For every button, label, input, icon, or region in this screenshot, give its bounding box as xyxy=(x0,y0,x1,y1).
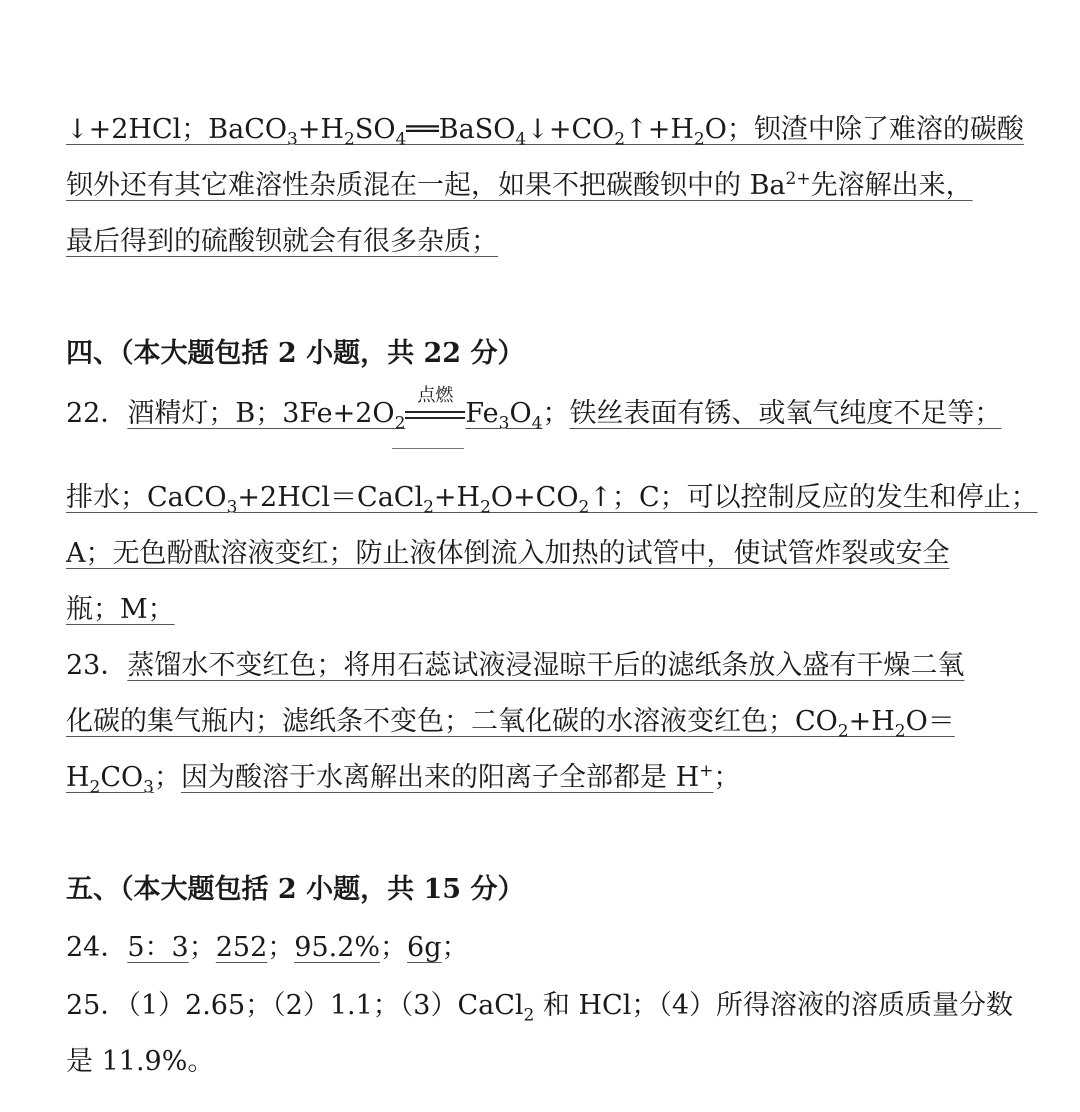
q25-line-2 xyxy=(66,1042,1018,1082)
separator: ； xyxy=(542,398,570,429)
answer-text: 钡外还有其它难溶性杂质混在一起，如果不把碳酸钡中的 $Ba^{2+}$先溶解出来， xyxy=(66,169,973,201)
sec3-line-2 xyxy=(66,166,1018,206)
separator: ； xyxy=(267,932,295,963)
answer-text: 可以控制反应的发生和停止； xyxy=(686,482,1038,513)
q22-line-2 xyxy=(66,478,1038,518)
separator: ； xyxy=(713,762,741,793)
answer-text: 二氧化碳的水溶液变红色； xyxy=(471,706,795,737)
formula-h2co3: $H_2CO_3$ xyxy=(66,762,154,798)
answer-text: B； xyxy=(235,398,283,429)
formula-caco3-hcl: $CaCO_3+2HCl=CaCl_2+H_2O+CO_2↑$； xyxy=(147,482,639,518)
answer-text: 钡渣中除了难溶的碳酸 xyxy=(753,114,1024,145)
q23-line-1 xyxy=(66,646,1018,686)
section-5-heading: 五、（本大题包括 2 小题，共 15 分） xyxy=(66,874,525,905)
answer-text: 排水； xyxy=(66,482,147,513)
formula-fe-combustion: $3Fe+2O_2$ xyxy=(282,398,406,434)
separator: ； xyxy=(441,932,469,963)
formula-fe3o4: $Fe_3O_4$ xyxy=(465,398,543,434)
answer-text: 化碳的集气瓶内； xyxy=(66,706,282,737)
formula-baco3-h2so4: $BaCO_3+H_2SO_4══BaSO_4↓+CO_2↑+H_2O$； xyxy=(208,114,754,150)
answer-text: 防止液体倒流入加热的试管中，使试管炸裂或安全 xyxy=(355,538,950,569)
question-number: 22． xyxy=(66,398,128,429)
answer-text: 最后得到的硫酸钡就会有很多杂质； xyxy=(66,226,498,257)
question-number: 24． xyxy=(66,932,128,963)
answer-text: 瓶； xyxy=(66,594,120,625)
question-number: 23． xyxy=(66,650,128,681)
answer-text: 25．（1）2.65；（2）1.1；（3）CaCl$_2$ 和 HCl；（4）所得溶液的溶质质量分数 xyxy=(66,990,1014,1026)
q25-line-1 xyxy=(66,986,1018,1026)
separator: ； xyxy=(188,932,216,963)
formula-co2-h2o: $CO_2+H_2O=$ xyxy=(795,706,955,742)
answer-text: 酒精灯； xyxy=(127,398,236,429)
q22-line-1 xyxy=(66,385,1018,434)
q24-line xyxy=(66,928,1018,968)
answer-text: 滤纸条不变色； xyxy=(282,706,471,737)
answer-text: 蒸馏水不变红色； xyxy=(127,650,344,681)
section-4-heading: 四、（本大题包括 2 小题，共 22 分） xyxy=(66,338,525,369)
q23-line-2 xyxy=(66,702,1018,742)
reaction-condition: 点燃 xyxy=(405,394,465,434)
separator: ； xyxy=(154,762,181,793)
answer-text: M； xyxy=(120,594,175,625)
answer-text: A； xyxy=(66,538,113,569)
answer-text: 5：3 xyxy=(127,932,189,963)
divider xyxy=(392,448,464,449)
q22-line-3 xyxy=(66,534,1018,574)
answer-text: 是 11.9%。 xyxy=(66,1046,215,1077)
answer-text: 无色酚酞溶液变红； xyxy=(112,538,356,569)
sec3-line-3 xyxy=(66,222,1018,262)
separator: ； xyxy=(380,932,408,963)
answer-text: 252 xyxy=(215,932,268,963)
answer-text: 6g xyxy=(407,932,442,963)
sec3-line-1 xyxy=(66,110,1024,150)
answer-fragment: ↓+2HCl； xyxy=(66,114,209,145)
q23-line-3 xyxy=(66,758,1018,798)
q22-line-4 xyxy=(66,590,1018,630)
answer-text: 因为酸溶于水离解出来的阳离子全部都是 H+ xyxy=(181,761,714,793)
answer-text: C； xyxy=(638,482,687,513)
answer-text: 95.2% xyxy=(294,932,381,963)
answer-text: 将用石蕊试液浸湿晾干后的滤纸条放入盛有干燥二氧 xyxy=(343,650,965,681)
answer-text: 铁丝表面有锈、或氧气纯度不足等； xyxy=(569,398,1002,429)
